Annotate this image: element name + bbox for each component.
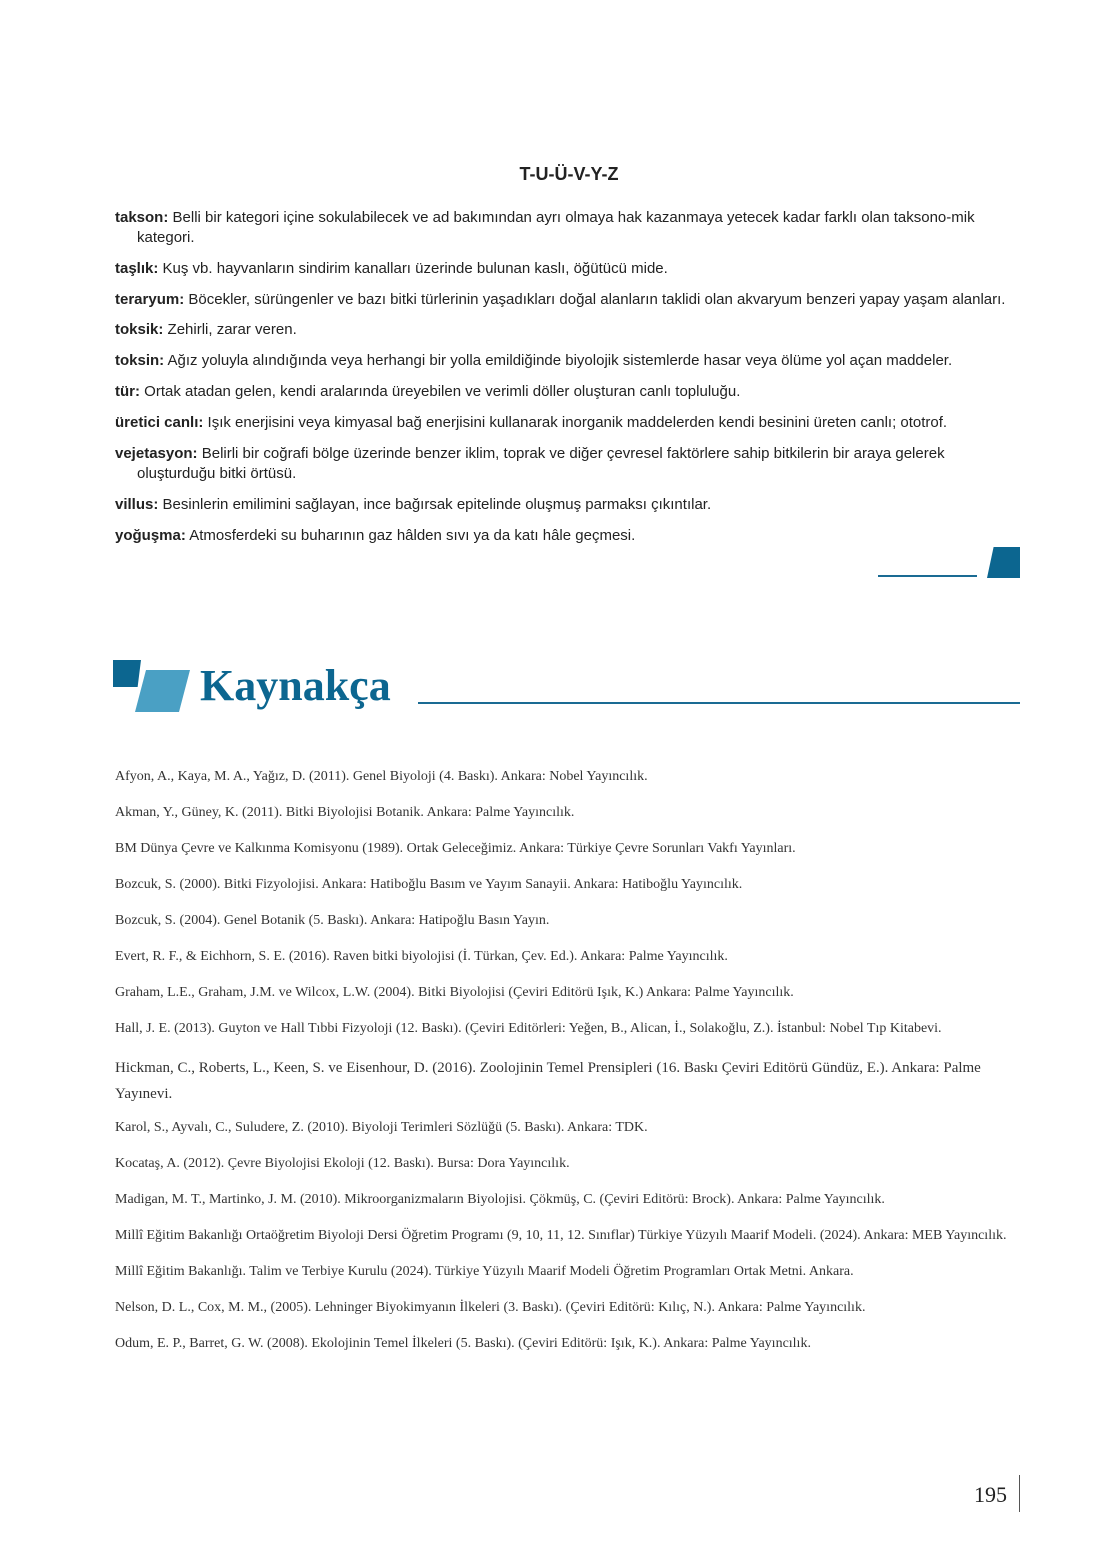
- heading-rule: [418, 702, 1020, 704]
- glossary-entry: [115, 208, 1015, 248]
- reference-item: Evert, R. F., & Eichhorn, S. E. (2016). Raven bitki biyolojisi (İ. Türkan, Çev. Ed.). Ankara: Palme Yayıncılık.: [115, 949, 728, 964]
- glossary-term: teraryum:: [115, 291, 185, 308]
- glossary-term: tür:: [115, 383, 140, 400]
- page-number: 195: [974, 1482, 1007, 1507]
- glossary-definition: Besinlerin emilimini sağlayan, ince bağırsak epitelinde oluşmuş parmaksı çıkıntılar.: [162, 496, 712, 513]
- glossary-definition: Belli bir kategori içine sokulabilecek ve ad bakımından ayrı olmaya hak kazanmaya yetecek kadar farklı olan taksono-mik kategori.: [137, 209, 975, 246]
- decorative-square-light: [135, 670, 190, 712]
- reference-item: Nelson, D. L., Cox, M. M., (2005). Lehninger Biyokimyanın İlkeleri (3. Baskı). (Çeviri Editörü: Kılıç, N.). Ankara: Palme Yayıncılık.: [115, 1300, 866, 1315]
- reference-item: Afyon, A., Kaya, M. A., Yağız, D. (2011). Genel Biyoloji (4. Baskı). Ankara: Nobel Yayıncılık.: [115, 769, 648, 784]
- glossary-list: [115, 208, 1015, 557]
- reference-item: Madigan, M. T., Martinko, J. M. (2010). Mikroorganizmaların Biyolojisi. Çökmüş, C. (Çeviri Editörü: Brock). Ankara: Palme Yayıncılık.: [115, 1192, 885, 1207]
- reference-item: Graham, L.E., Graham, J.M. ve Wilcox, L.W. (2004). Bitki Biyolojisi (Çeviri Editörü Işık, K.) Ankara: Palme Yayıncılık.: [115, 985, 794, 1000]
- glossary-term: toksin:: [115, 352, 165, 369]
- reference-item: Bozcuk, S. (2000). Bitki Fizyolojisi. Ankara: Hatiboğlu Basım ve Yayım Sanayii. Ankara: Hatiboğlu Yayıncılık.: [115, 877, 743, 892]
- glossary-definition: Zehirli, zarar veren.: [167, 321, 297, 338]
- glossary-definition: Ortak atadan gelen, kendi aralarında üreyebilen ve verimli döller oluşturan canlı topluluğu.: [144, 383, 741, 400]
- glossary-entry: [115, 285, 1015, 314]
- glossary-term: vejetasyon:: [115, 445, 198, 462]
- glossary-definition: Atmosferdeki su buharının gaz hâlden sıvı ya da katı hâle geçmesi.: [189, 527, 636, 544]
- reference-item: Akman, Y., Güney, K. (2011). Bitki Biyolojisi Botanik. Ankara: Palme Yayıncılık.: [115, 805, 575, 820]
- glossary-entry: [115, 444, 1015, 484]
- glossary-entry: [115, 259, 1015, 279]
- glossary-definition: Ağız yoluyla alındığında veya herhangi bir yolla emildiğinde biyolojik sistemlerde hasar veya ölüme yol açan maddeler.: [167, 352, 953, 369]
- glossary-definition: Işık enerjisini veya kimyasal bağ enerjisini kullanarak inorganik maddelerden kendi besinini üreten canlı; ototrof.: [207, 414, 948, 431]
- glossary-entry: [115, 351, 1015, 371]
- glossary-entry: [115, 382, 1015, 402]
- glossary-entry: [115, 413, 1015, 433]
- glossary-definition: Böcekler, sürüngenler ve bazı bitki türlerinin yaşadıkları doğal alanların taklidi olan akvaryum benzeri yapay yaşam alanları.: [188, 291, 1006, 308]
- reference-item: Hall, J. E. (2013). Guyton ve Hall Tıbbi Fizyoloji (12. Baskı). (Çeviri Editörleri: Yeğen, B., Alican, İ., Solakoğlu, Z.). İstanbul: Nobel Tıp Kitabevi.: [115, 1021, 942, 1036]
- glossary-term: üretici canlı:: [115, 414, 204, 431]
- reference-item: Millî Eğitim Bakanlığı. Talim ve Terbiye Kurulu (2024). Türkiye Yüzyılı Maarif Modeli Öğretim Programları Ortak Metni. Ankara.: [115, 1264, 854, 1279]
- references-heading: Kaynakça: [200, 661, 391, 710]
- glossary-definition: Belirli bir coğrafi bölge üzerinde benzer iklim, toprak ve diğer çevresel faktörlere sahip bitkilerin bir araya gelerek oluşturduğu bitki örtüsü.: [137, 445, 945, 482]
- references-list: [115, 767, 1020, 1370]
- reference-item: Karol, S., Ayvalı, C., Suludere, Z. (2010). Biyoloji Terimleri Sözlüğü (5. Baskı). Ankara: TDK.: [115, 1120, 648, 1135]
- glossary-entry: [115, 320, 1015, 340]
- reference-item: Millî Eğitim Bakanlığı Ortaöğretim Biyoloji Dersi Öğretim Programı (9, 10, 11, 12. Sınıflar) Türkiye Yüzyılı Maarif Modeli. (2024). Ankara: MEB Yayıncılık.: [115, 1228, 1007, 1243]
- reference-item: Kocataş, A. (2012). Çevre Biyolojisi Ekoloji (12. Baskı). Bursa: Dora Yayıncılık.: [115, 1156, 570, 1171]
- glossary-term: takson:: [115, 209, 169, 226]
- decorative-square-dark: [113, 660, 141, 687]
- page-number-divider: [1019, 1475, 1020, 1512]
- reference-item: BM Dünya Çevre ve Kalkınma Komisyonu (1989). Ortak Geleceğimiz. Ankara: Türkiye Çevre Sorunları Vakfı Yayınları.: [115, 841, 796, 856]
- reference-item: Bozcuk, S. (2004). Genel Botanik (5. Baskı). Ankara: Hatipoğlu Basın Yayın.: [115, 913, 550, 928]
- decorative-line: [878, 575, 977, 577]
- glossary-entry: [115, 495, 1015, 515]
- glossary-term: toksik:: [115, 321, 164, 338]
- reference-item: Hickman, C., Roberts, L., Keen, S. ve Eisenhour, D. (2016). Zoolojinin Temel Prensipleri (16. Baskı Çeviri Editörü Gündüz, E.). Ankara: Palme Yayınevi.: [115, 1060, 981, 1102]
- reference-item: Odum, E. P., Barret, G. W. (2008). Ekolojinin Temel İlkeleri (5. Baskı). (Çeviri Editörü: Işık, K.). Ankara: Palme Yayıncılık.: [115, 1336, 811, 1351]
- glossary-section-title: T-U-Ü-V-Y-Z: [519, 164, 619, 184]
- glossary-term: villus:: [115, 496, 159, 513]
- glossary-term: taşlık:: [115, 260, 159, 277]
- glossary-definition: Kuş vb. hayvanların sindirim kanalları üzerinde bulunan kaslı, öğütücü mide.: [162, 260, 668, 277]
- glossary-entry: [115, 526, 1015, 546]
- glossary-term: yoğuşma:: [115, 527, 186, 544]
